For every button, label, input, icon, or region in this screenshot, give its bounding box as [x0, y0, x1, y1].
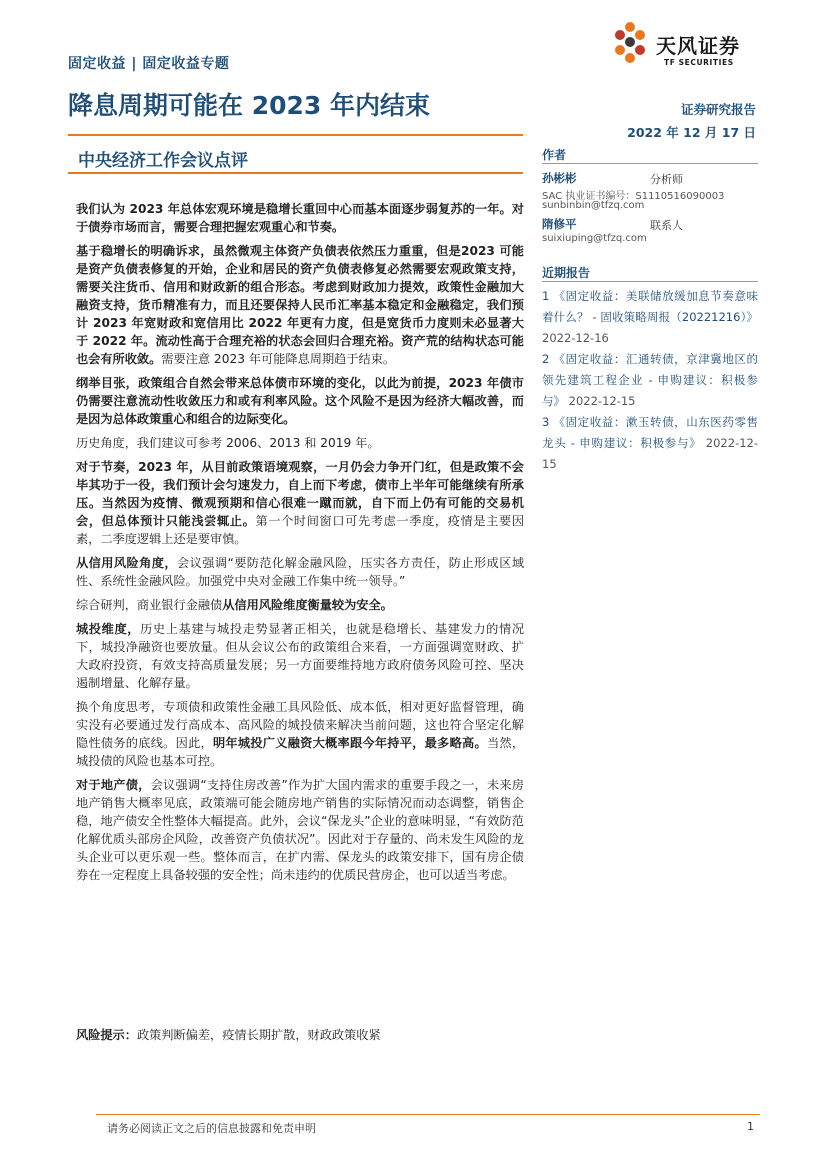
plain-text: 第一个时间窗口可先考虑一季度，疫情是主要因素，二季度逻辑上还是要审慎。 [76, 514, 525, 546]
plain-text: 综合研判，商业银行金融债 [76, 598, 223, 612]
report-date: 2022 年 12 月 17 日 [627, 125, 756, 140]
authors-divider [542, 163, 758, 164]
recent-report-item[interactable] [542, 412, 758, 475]
recent-report-title[interactable]: 3 《固定收益：漱玉转债，山东医药零售龙头 - 申购建议：积极参与》 [542, 415, 758, 450]
author-role: 分析师 [650, 173, 683, 186]
body-paragraph [76, 458, 524, 548]
recent-report-date: 2022-12-16 [542, 331, 609, 345]
logo-chinese-name: 天风证券 [656, 34, 740, 58]
author-email[interactable]: suixiuping@tfzq.com [542, 233, 647, 244]
page-title: 降息周期可能在 2023 年内结束 [68, 91, 430, 120]
body-paragraph: 历史角度，我们建议可参考 2006、2013 和 2019 年。 [76, 436, 380, 450]
tf-logo-icon [612, 20, 652, 66]
body-paragraph [76, 554, 524, 590]
author-email[interactable]: sunbinbin@tfzq.com [542, 200, 645, 211]
body-paragraph [76, 596, 524, 614]
body-paragraph [76, 776, 524, 884]
plain-text: 会议强调“要防范化解金融风险，压实各方责任，防止形成区域性、系统性金融风险。加强党中央对金融工作集中统一领导。” [76, 556, 525, 588]
plain-text: 需要注意 2023 年可能降息周期趋于结束。 [161, 352, 396, 366]
logo-english-name: TF SECURITIES [664, 58, 734, 67]
footer-disclaimer: 请务必阅读正文之后的信息披露和免责申明 [107, 1122, 316, 1135]
page-subtitle: 中央经济工作会议点评 [78, 151, 248, 171]
recent-report-item[interactable] [542, 286, 758, 349]
plain-text: 历史上基建与城投走势显著正相关，也就是稳增长、基建发力的情况下，城投净融资也要放量。但从会议公布的政策组合来看，一方面强调宽财政、扩大政府投资，有效支持高质量发展；另一方面要维持地方政府债务风险可控、坚决遏制增量、化解存量。 [76, 622, 525, 690]
footer-divider [96, 1114, 760, 1115]
risk-text: 政策判断偏差，疫情长期扩散，财政政策收紧 [136, 1028, 381, 1042]
body-paragraph [76, 242, 524, 368]
plain-text: 换个角度思考，专项债和政策性金融工具风险低、成本低，相对更好监督管理，确实没有必要通过发行高成本、高风险的城投债来解决当前问题，这也符合坚定化解隐性债务的底线。因此， [76, 700, 524, 750]
bold-text: 对于地产债， [76, 778, 151, 792]
page-number: 1 [747, 1120, 754, 1133]
bold-text: 对于节奏，2023 年，从目前政策语境观察，一月仍会力争开门红，但是政策不会毕其功于一役，我们预计会匀速发力，自上而下考虑，债市上半年可能继续有所承压。当然因为疫情、微观预期和信心很难一蹴而就，自下而上仍有可能的交易机会，但总体预计只能浅尝辄止。 [76, 460, 524, 528]
bold-text: 明年城投广义融资大概率跟今年持平，最多略高。 [212, 736, 487, 750]
authors-heading: 作者 [542, 148, 567, 162]
bold-text: 城投维度， [76, 622, 141, 636]
recent-report-date: 2022-12-15 [568, 394, 636, 408]
company-logo [612, 20, 762, 70]
report-type: 证券研究报告 [680, 102, 756, 117]
recent-report-date: 2022-12-15 [542, 436, 758, 471]
report-body [76, 200, 524, 890]
plain-text: 当然，城投债的风险也基本可控。 [76, 736, 525, 768]
risk-label: 风险提示： [76, 1028, 137, 1042]
author-name: 隋修平 [542, 217, 577, 231]
recent-reports-divider [542, 281, 758, 282]
author-name: 孙彬彬 [542, 171, 577, 185]
recent-reports-heading: 近期报告 [542, 266, 591, 280]
bold-text: 从信用风险维度衡量较为安全。 [222, 598, 393, 612]
body-paragraph: 纲举目张，政策组合自然会带来总体债市环境的变化，以此为前提，2023 年债市仍需要注意流动性收敛压力和或有利率风险。这个风险不是因为经济大幅改善，而是因为总体政策重心和组合的边际变化。 [76, 376, 524, 426]
recent-report-title[interactable]: 1 《固定收益：美联储放缓加息节奏意味着什么？ - 固收策略周报（20221216）》 [542, 289, 758, 324]
recent-report-item[interactable] [542, 349, 758, 412]
risk-warning [76, 1026, 381, 1043]
body-paragraph [76, 620, 524, 692]
bold-text: 基于稳增长的明确诉求，虽然微观主体资产负债表依然压力重重，但是2023 可能是资产负债表修复的开始，企业和居民的资产负债表修复必然需要宏观政策支持，需要关注货币、信用和财政新的组合形态。考虑到财政加力提效，政策性金融加大融资支持，货币精准有力，而且还要保持人民币汇率基本稳定和金融稳定，我们预计 2023 年宽财政和宽信用比 2022 年更有力度，但是宽货币力度则未必显著大于 2022 年。流动性高于合理充裕的状态会回归合理充裕。资产荒的结构状态可能也会有所收敛。 [76, 244, 524, 366]
report-category: 固定收益 | 固定收益专题 [68, 56, 230, 72]
title-divider [68, 134, 523, 136]
plain-text: 会议强调“支持住房改善”作为扩大国内需求的重要手段之一，未来房地产销售大概率见底，政策端可能会随房地产销售的实际情况而动态调整，销售企稳，地产债安全性整体大幅提高。此外，会议“保龙头”企业的意味明显，“有效防范化解优质头部房企风险，改善资产负债状况”。因此对于存量的、尚未发生风险的龙头企业可以更乐观一些。整体而言，在扩内需、保龙头的政策安排下，国有房企债券在一定程度上具备较强的安全性；尚未违约的优质民营房企，也可以适当考虑。 [76, 778, 524, 882]
subtitle-divider [68, 172, 523, 174]
author-role: 联系人 [650, 219, 683, 232]
body-paragraph [76, 698, 524, 770]
bold-text: 从信用风险角度， [76, 556, 177, 570]
author-cert: SAC 执业证书编号：S1110516090003 [542, 191, 725, 202]
recent-report-title[interactable]: 2 《固定收益：汇通转债，京津冀地区的领先建筑工程企业 - 申购建议：积极参与》 [542, 352, 758, 408]
body-paragraph: 我们认为 2023 年总体宏观环境是稳增长重回中心而基本面逐步弱复苏的一年。对于债券市场而言，需要合理把握宏观重心和节奏。 [76, 202, 524, 234]
recent-reports-list [542, 286, 758, 475]
